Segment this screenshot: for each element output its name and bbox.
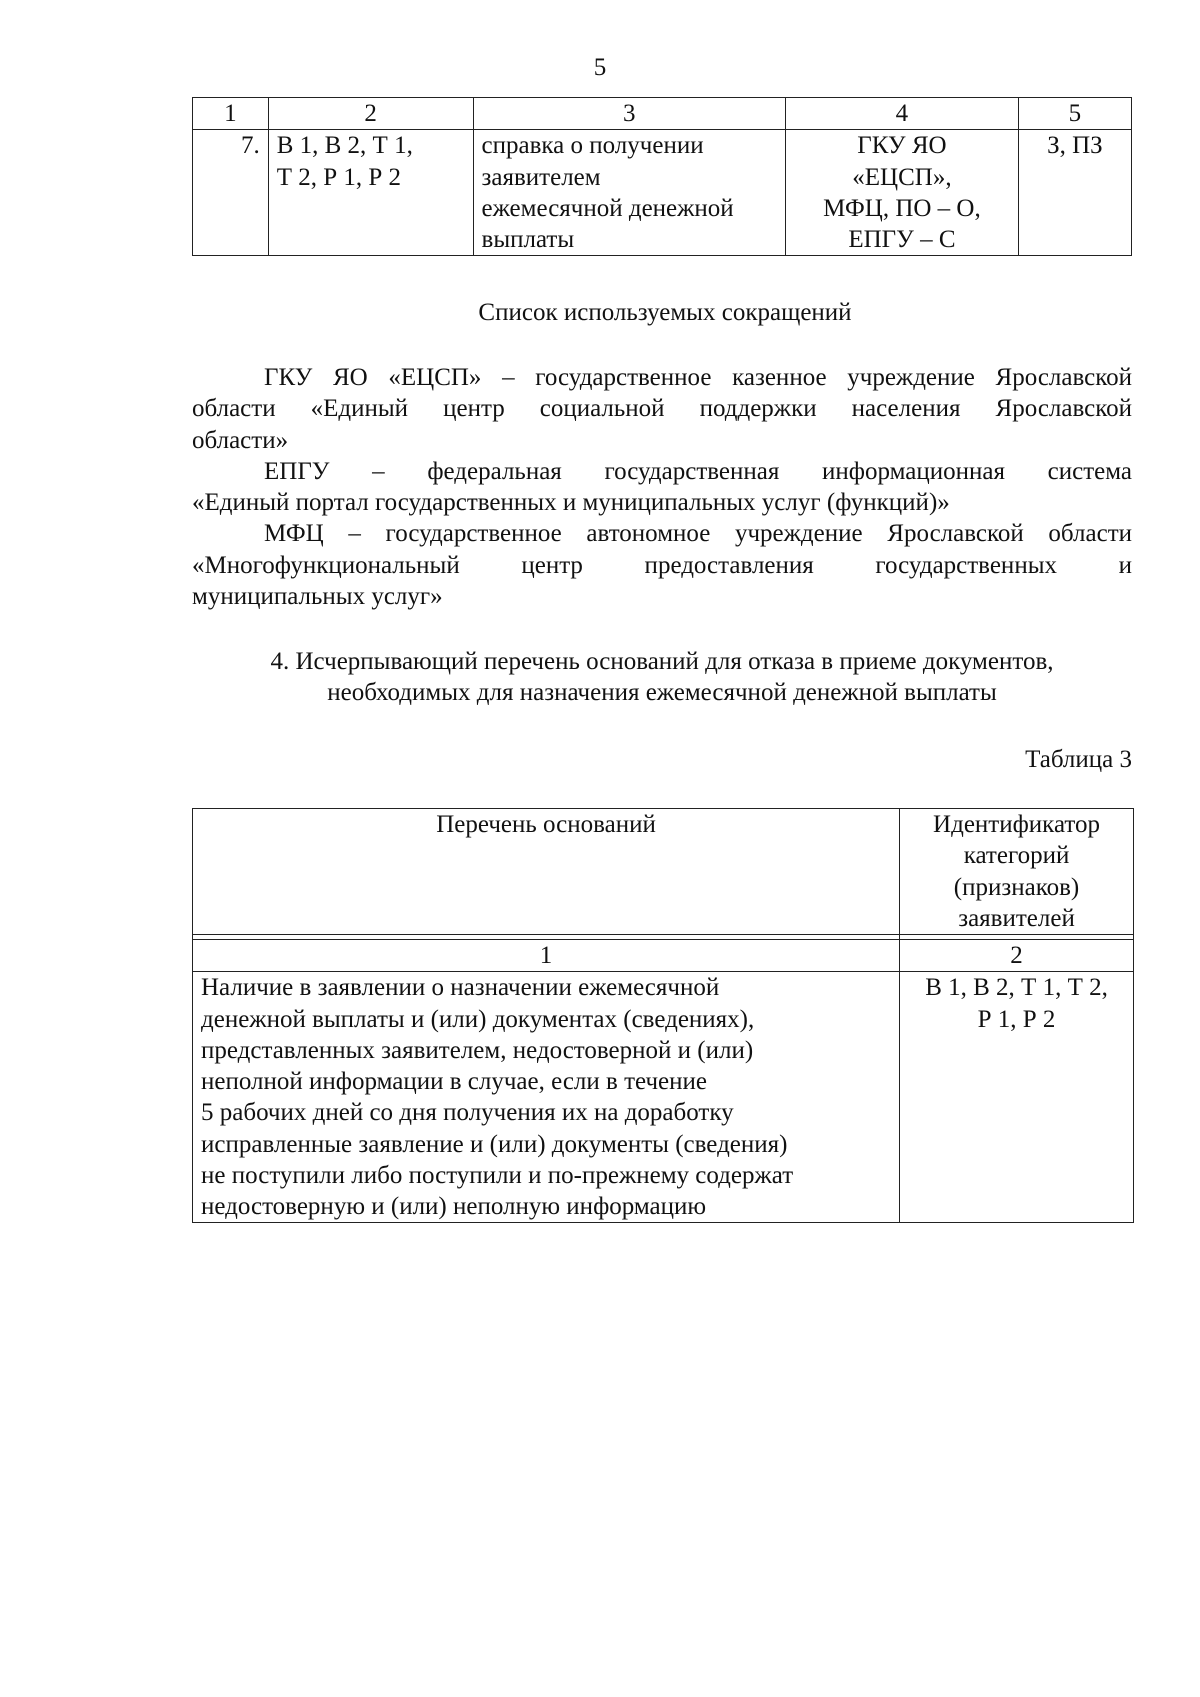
abbreviations-title: Список используемых сокращений [478,299,852,326]
refusal-reason-cell [193,972,900,1223]
abbreviation-line: области» [192,426,289,454]
abbreviation-line: муниципальных услуг» [192,582,443,610]
document-name-line: заявителем [481,163,601,191]
document-source-cell [786,130,1019,256]
category-ids-cell [268,130,473,256]
document-name-cell [473,130,786,256]
abbreviation-item-epgu [192,456,1132,519]
abbreviation-line: «Многофункциональный центр предоставления государственных и [192,551,1132,579]
reason-line: исправленные заявление и (или) документы (сведения) [201,1130,788,1158]
document-source-line: ГКУ ЯО [857,132,947,160]
grounds-header: Перечень оснований [193,809,900,935]
category-ids-cell [900,972,1134,1223]
column-number-1: 1 [193,98,269,130]
section-heading-line: 4. Исчерпывающий перечень оснований для отказа в приеме документов, [270,648,1054,675]
column-number-2: 2 [268,98,473,130]
refusal-grounds-table [192,808,1134,1223]
document-source-line: ЕПГУ – С [848,226,956,253]
category-ids-line: В 1, В 2, Т 1, [276,132,413,160]
applicant-documents-table [192,97,1132,256]
abbreviation-item-mfc [192,518,1132,612]
reason-line: неполной информации в случае, если в течение [201,1068,708,1095]
table-row [193,130,1132,256]
section-heading-line: необходимых для назначения ежемесячной денежной выплаты [327,679,997,707]
document-source-line: МФЦ, ПО – О, [823,194,981,222]
column-number-3: 3 [473,98,786,130]
column-numbers-row [193,940,1134,972]
identifier-header-line: (признаков) [953,873,1080,901]
reason-line: не поступили либо поступили и по-прежнему содержат [201,1161,794,1189]
table-row [193,972,1134,1223]
column-number-5: 5 [1018,98,1131,130]
document-code-cell: З, ПЗ [1018,130,1131,256]
identifier-header-line: Идентификатор [933,811,1100,838]
reason-line: 5 рабочих дней со дня получения их на доработку [201,1099,734,1127]
identifier-header-line: заявителей [958,904,1075,932]
page-number: 5 [593,54,607,81]
reason-line: представленных заявителем, недостоверной и (или) [201,1036,754,1064]
abbreviation-line: МФЦ – государственное автономное учреждение Ярославской области [264,520,1132,548]
reason-line: недостоверную и (или) неполную информацию [201,1193,707,1220]
identifier-header-line: категорий [963,842,1070,870]
table-header-row [193,98,1132,130]
document-name-line: ежемесячной денежной [481,194,734,222]
reason-line: Наличие в заявлении о назначении ежемесячной [201,974,720,1002]
identifier-header [900,809,1134,935]
column-number-2: 2 [900,940,1134,972]
abbreviations-list [192,362,1132,612]
section-heading [192,646,1132,709]
category-ids-line: В 1, В 2, Т 1, Т 2, [925,974,1108,1002]
abbreviation-line: области «Единый центр социальной поддержки населения Ярославской [192,395,1132,423]
column-number-4: 4 [786,98,1019,130]
row-number: 7. [193,130,269,256]
document-name-line: справка о получении [481,132,704,160]
table-header-row [193,809,1134,935]
column-number-1: 1 [193,940,900,972]
document-name-line: выплаты [481,226,575,253]
category-ids-line: Р 1, Р 2 [977,1005,1056,1033]
abbreviation-line: «Единый портал государственных и муниципальных услуг (функций)» [192,489,950,516]
abbreviation-line: ГКУ ЯО «ЕЦСП» – государственное казенное учреждение Ярославской [264,364,1132,391]
abbreviation-item-gku [192,362,1132,456]
document-source-line: «ЕЦСП», [852,163,952,191]
abbreviation-line: ЕПГУ – федеральная государственная информационная система [264,457,1132,485]
reason-line: денежной выплаты и (или) документах (сведениях), [201,1005,755,1033]
category-ids-line: Т 2, Р 1, Р 2 [276,163,402,191]
table-label: Таблица 3 [1025,746,1132,773]
